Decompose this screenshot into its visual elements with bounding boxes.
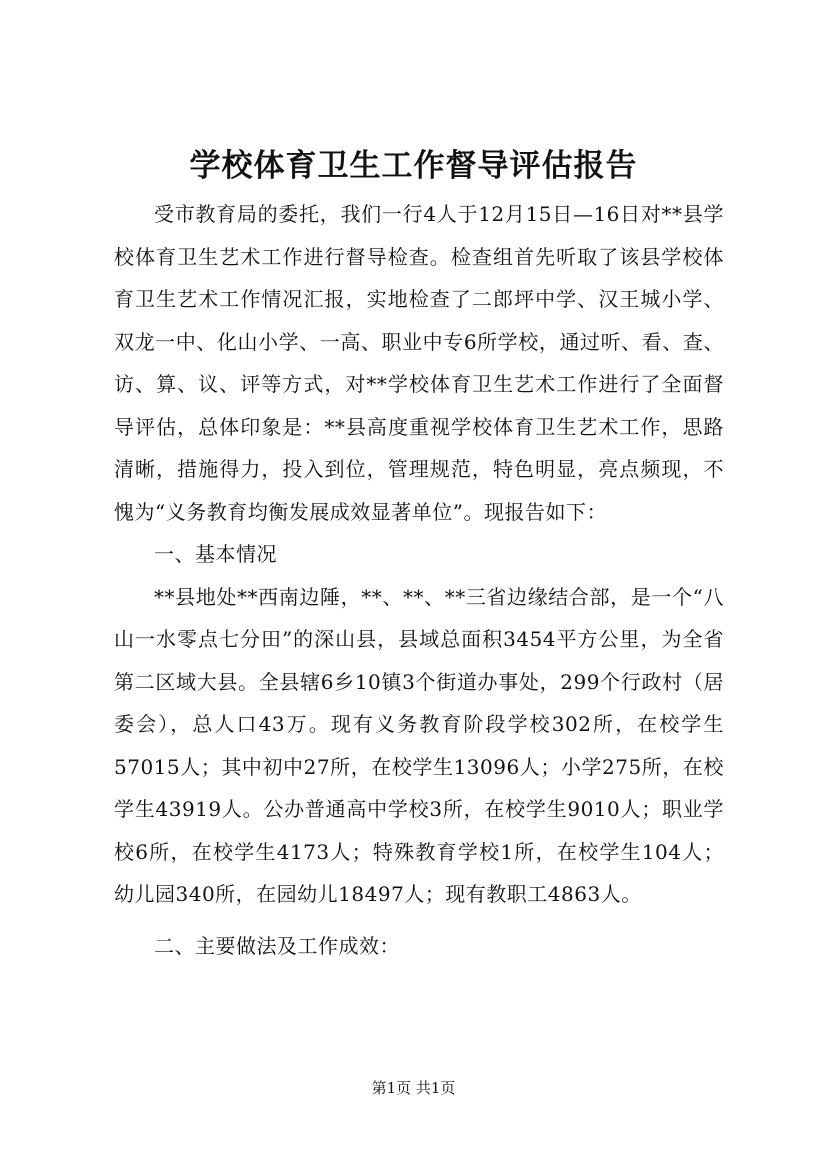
document-title: 学校体育卫生工作督导评估报告 <box>189 148 638 184</box>
basic-situation-paragraph: **县地处**西南边陲，**、**、**三省边缘结合部，是一个“八山一水零点七分田”的深山县，县域总面积3454平方公里，为全省第二区域大县。全县辖6乡10镇3个街道办事处，299个行政村（居委会），总人口43万。现有义务教育阶段学校302所，在校学生57015人；其中初中27所，在校学生13096人；小学275所，在校学生43919人。公办普通高中学校3所，在校学生9010人；职业学校6所，在校学生4173人；特殊教育学校1所，在校学生104人；幼儿园340所，在园幼儿18497人；现有教职工4863人。 <box>114 584 724 906</box>
page-footer: 第1页 共1页 <box>371 1079 456 1097</box>
intro-paragraph: 受市教育局的委托，我们一行4人于12月15日—16日对**县学校体育卫生艺术工作进行督导检查。检查组首先听取了该县学校体育卫生艺术工作情况汇报，实地检查了二郎坪中学、汉王城小学、双龙一中、化山小学、一高、职业中专6所学校，通过听、看、查、访、算、议、评等方式，对**学校体育卫生艺术工作进行了全面督导评估，总体印象是：**县高度重视学校体育卫生艺术工作，思路清晰，措施得力，投入到位，管理规范，特色明显，亮点频现，不愧为“义务教育均衡发展成效显著单位”。现报告如下： <box>114 202 724 524</box>
section-heading-main-practices: 二、主要做法及工作成效： <box>154 933 400 958</box>
document-body <box>114 193 724 967</box>
section-heading-basic-situation: 一、基本情况 <box>154 542 277 566</box>
